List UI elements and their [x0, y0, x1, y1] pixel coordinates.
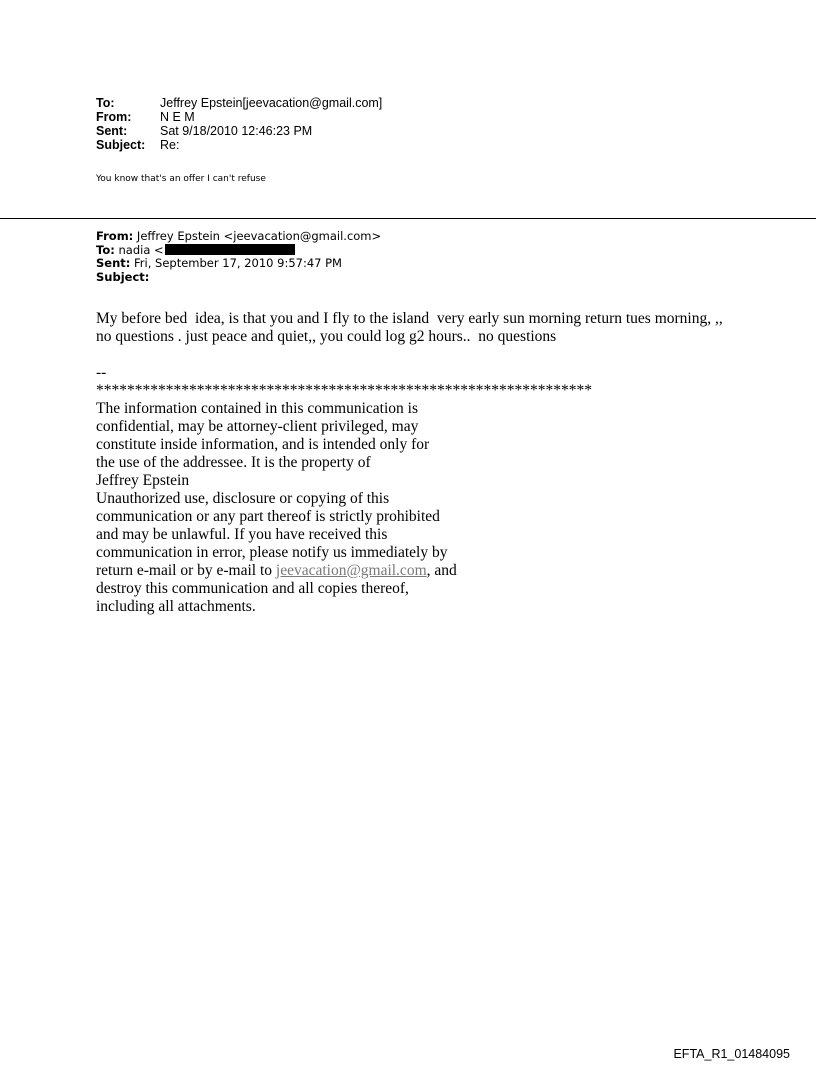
signature-line: including all attachments.: [96, 598, 256, 615]
signature-line: Jeffrey Epstein: [96, 472, 190, 489]
signature-dashes: --: [96, 364, 107, 381]
original-to-value: nadia <: [114, 242, 164, 257]
original-sent-label: Sent:: [96, 256, 131, 270]
sent-value: Sat 9/18/2010 12:46:23 PM: [160, 124, 313, 138]
original-from-label: From:: [96, 229, 134, 243]
signature-line-post: , and: [426, 562, 457, 579]
from-label: From:: [96, 110, 132, 124]
signature-line: Unauthorized use, disclosure or copying of this: [96, 490, 390, 507]
signature-stars: ****************************************************************: [96, 382, 592, 399]
email-header: [96, 96, 382, 152]
signature-line: communication or any part thereof is strictly prohibited: [96, 508, 440, 525]
subject-value: Re:: [160, 138, 180, 152]
signature-line: destroy this communication and all copies thereof,: [96, 580, 409, 597]
message-body: My before bed idea, is that you and I fly to the island very early sun morning return tues morning, ,, no questions . just peace and quiet,, you could log g2 hours.. no questions: [96, 310, 735, 345]
email-link[interactable]: jeevacation@gmail.com: [275, 562, 427, 579]
signature-line: The information contained in this communication is: [96, 400, 418, 417]
header-subject-row: [96, 138, 382, 152]
signature-line: and may be unlawful. If you have received this: [96, 526, 388, 543]
original-message-header: [96, 230, 381, 284]
original-subject-row: [96, 271, 381, 285]
signature-line: constitute inside information, and is intended only for: [96, 436, 430, 453]
to-label: To:: [96, 96, 115, 110]
signature-line: communication in error, please notify us immediately by: [96, 544, 448, 561]
original-from-row: [96, 230, 381, 244]
redaction-block: [165, 244, 295, 255]
original-sent-value: Fri, September 17, 2010 9:57:47 PM: [130, 256, 342, 270]
header-from-row: [96, 110, 382, 124]
signature-line: confidential, may be attorney-client privileged, may: [96, 418, 419, 435]
original-sent-row: [96, 257, 381, 271]
from-value: N E M: [160, 110, 195, 124]
header-to-row: [96, 96, 382, 110]
signature-line-pre: return e-mail or by e-mail to: [96, 562, 276, 579]
signature-line-email: [96, 562, 592, 580]
sent-label: Sent:: [96, 124, 128, 138]
subject-label: Subject:: [96, 138, 146, 152]
signature-line: the use of the addressee. It is the property of: [96, 454, 371, 471]
original-from-value: Jeffrey Epstein <jeevacation@gmail.com>: [133, 229, 382, 243]
header-sent-row: [96, 124, 382, 138]
document-id: EFTA_R1_01484095: [673, 1047, 790, 1061]
signature-block: [96, 364, 592, 616]
divider: [0, 218, 816, 219]
to-value: Jeffrey Epstein[jeevacation@gmail.com]: [160, 96, 383, 110]
original-subject-label: Subject:: [96, 269, 150, 284]
original-to-row: [96, 244, 381, 258]
original-to-label: To:: [96, 242, 115, 257]
reply-text: You know that's an offer I can't refuse: [96, 174, 266, 184]
